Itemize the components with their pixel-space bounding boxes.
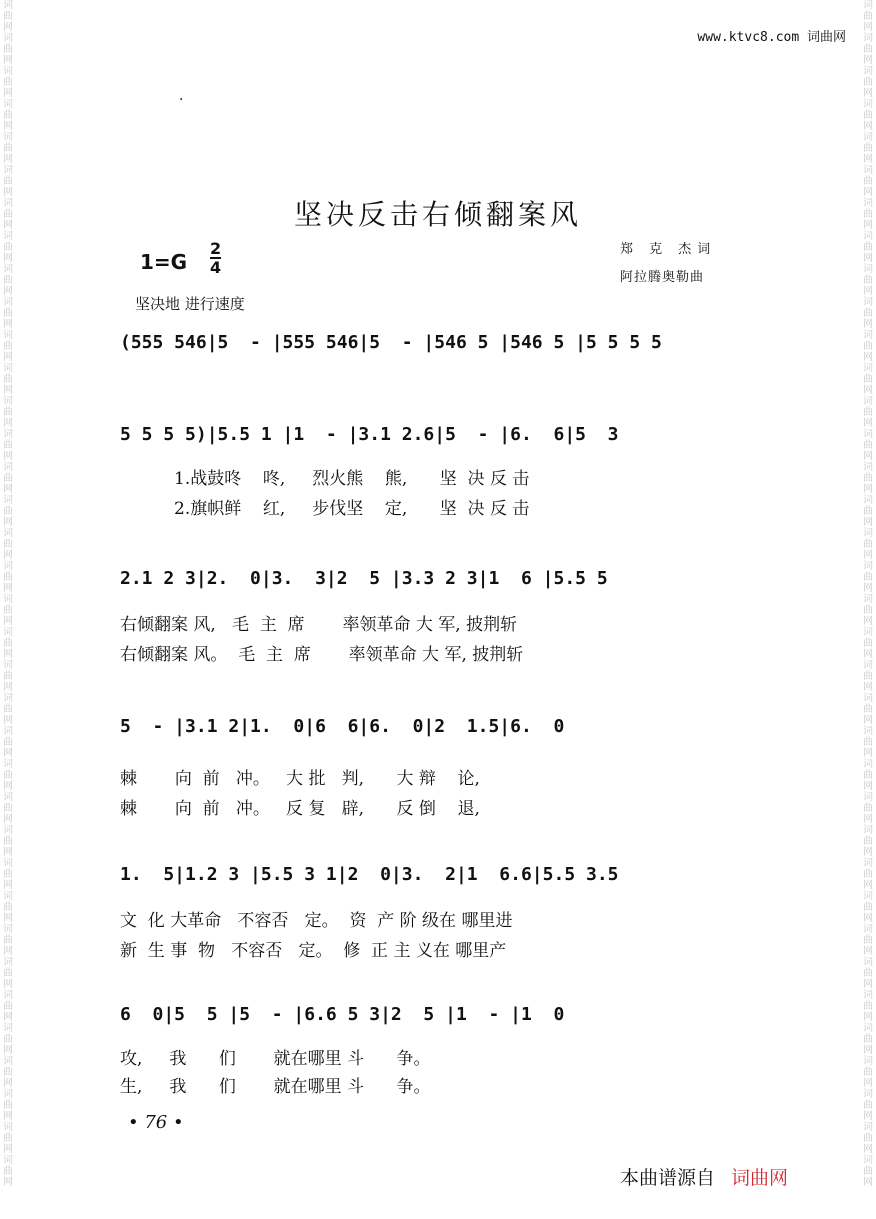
score-line-2-lyrics-2: 2.旗帜鲜 红, 步伐坚 定, 坚 决 反 击: [120, 499, 530, 519]
tempo-marking: 坚决地 进行速度: [135, 295, 245, 313]
score-line-4-notes: 5 - |3.1 2|1. 0|6 6|6. 0|2 1.5|6. 0: [120, 716, 565, 737]
score-line-2-notes: 5 5 5 5)|5.5 1 |1 - |3.1 2.6|5 - |6. 6|5 3: [120, 424, 619, 445]
score-line-3-lyrics-1: 右倾翻案 风, 毛 主 席 率领革命 大 军, 披荆斩: [120, 615, 518, 635]
source-site-link[interactable]: 词曲网: [731, 1167, 789, 1189]
score-line-5-lyrics-1: 文 化 大革命 不容否 定。 资 产 阶 级在 哪里进: [120, 911, 513, 931]
time-signature: [210, 240, 221, 276]
score-line-5-notes: 1. 5|1.2 3 |5.5 3 1|2 0|3. 2|1 6.6|5.5 3.5: [120, 864, 619, 885]
score-line-6-lyrics-2: 生, 我 们 就在哪里 斗 争。: [120, 1077, 431, 1097]
page-number: • 76 •: [128, 1112, 184, 1133]
stray-dot: ·: [179, 92, 184, 108]
key-signature: 1=G: [140, 250, 188, 274]
site-url[interactable]: www.ktvc8.com 词曲网: [697, 30, 846, 45]
score-line-5-lyrics-2: 新 生 事 物 不容否 定。 修 正 主 义在 哪里产: [120, 941, 507, 961]
score-line-1-notes: (555 546|5 - |555 546|5 - |546 5 |546 5 |5 5 5 5: [120, 332, 662, 353]
time-signature-bottom: 4: [210, 258, 222, 277]
composer: 阿拉腾奥勒曲: [620, 270, 705, 285]
score-line-4-lyrics-2: 棘 向 前 冲。 反 复 辟, 反 倒 退,: [120, 799, 480, 819]
score-line-3-notes: 2.1 2 3|2. 0|3. 3|2 5 |3.3 2 3|1 6 |5.5 5: [120, 568, 608, 589]
watermark-right: 词曲网词曲网词曲网词曲网词曲网词曲网词曲网词曲网词曲网词曲网词曲网词曲网词曲网词曲网词曲网词曲网词曲网词曲网词曲网词曲网词曲网词曲网词曲网词曲网词曲网词曲网词曲网词曲网词曲网词曲网词曲网词曲网词曲网词曲网词曲网词曲网: [863, 0, 873, 1188]
watermark-left: 词曲网词曲网词曲网词曲网词曲网词曲网词曲网词曲网词曲网词曲网词曲网词曲网词曲网词曲网词曲网词曲网词曲网词曲网词曲网词曲网词曲网词曲网词曲网词曲网词曲网词曲网词曲网词曲网词曲网词曲网词曲网词曲网词曲网词曲网词曲网词曲网: [3, 0, 13, 1188]
lyricist: 郑 克 杰词: [620, 242, 717, 257]
time-signature-top: 2: [210, 239, 222, 258]
score-line-4-lyrics-1: 棘 向 前 冲。 大 批 判, 大 辩 论,: [120, 769, 480, 789]
score-line-2-lyrics-1: 1.战鼓咚 咚, 烈火熊 熊, 坚 决 反 击: [120, 469, 530, 489]
score-line-6-lyrics-1: 攻, 我 们 就在哪里 斗 争。: [120, 1049, 431, 1069]
song-title: 坚决反击右倾翻案风: [293, 198, 582, 231]
score-line-6-notes: 6 0|5 5 |5 - |6.6 5 3|2 5 |1 - |1 0: [120, 1004, 565, 1025]
score-line-3-lyrics-2: 右倾翻案 风。 毛 主 席 率领革命 大 军, 披荆斩: [120, 645, 524, 665]
source-credit: [620, 1163, 788, 1190]
source-label: 本曲谱源自: [620, 1167, 716, 1189]
